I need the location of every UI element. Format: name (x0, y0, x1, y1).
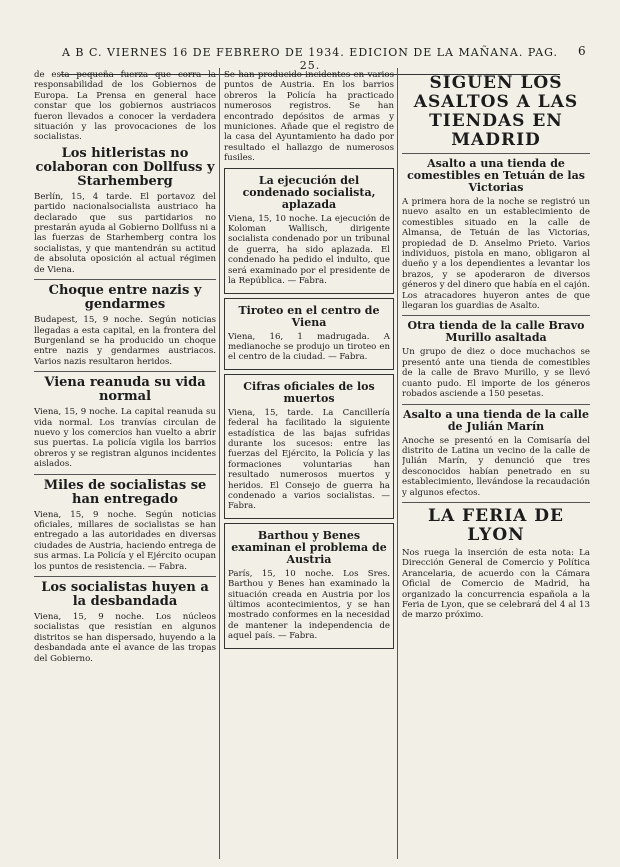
headline: Asalto a una tienda de la calle de Julián Marín (403, 407, 589, 433)
headline: Tiroteo en el centro de Viena (238, 303, 380, 329)
article-text: Viena, 15, 9 noche. La capital reanuda su vida normal. Los tranvías circulan de nuevo y los comercios han vuelto a abrir sus puertas. La policía vigila los barrios obreros y se registran algunos incidentes aislados. (34, 407, 216, 470)
divider (34, 279, 216, 280)
headline: Miles de socialistas se han entregado (43, 477, 207, 507)
divider (34, 371, 216, 372)
divider (402, 502, 590, 503)
article-text: Un grupo de diez o doce muchachos se presentó ante una tienda de comestibles de la calle de Bravo Murillo, y se llevó cuanto pudo. El importe de los géneros robados asciende a 150 pesetas. (402, 347, 590, 400)
article-text: Viena, 15, 10 noche. La ejecución de Koloman Wallisch, dirigente socialista condenado por un tribunal de guerra, ha sido aplazada. El condenado ha pedido el indulto, que será examinado por el presidente de la República. — Fabra. (228, 213, 390, 287)
divider (402, 315, 590, 316)
boxed-article (224, 168, 394, 294)
column-right (402, 70, 590, 859)
article-text: A primera hora de la noche se registró un nuevo asalto en un establecimiento de comestibles situado en la calle de Almansa, de Tetuán de las Victorias, propiedad de D. Anselmo Prieto. Varios individuos, pistola en mano, obligaron al dueño y a los dependientes a levantar los brazos, y se apoderaron de diversos géneros y del dinero que había en el cajón. Los atracadores huyeron antes de que llegaran los guardias de Asalto. (402, 197, 590, 312)
headline: La ejecución del condenado socialista, aplazada (242, 173, 376, 211)
boxed-article (224, 374, 394, 519)
article-text: Viena, 15, 9 noche. Los núcleos socialistas que resistían en algunos distritos se han dispersado, huyendo a la desbandada ante el avance de las tropas del Gobierno. (34, 612, 216, 664)
headline: Los hitleristas no colaboran con Dollfuss y Starhemberg (35, 145, 215, 189)
column-left (34, 70, 216, 859)
article-text: Nos ruega la inserción de esta nota: La Dirección General de Comercio y Política Arancelaria, de acuerdo con la Cámara Oficial de Comercio de Madrid, ha organizado la concurrencia española a la Feria de Lyon, que se celebrará del 4 al 13 de marzo próximo. (402, 547, 590, 621)
article-text: Se han producido incidentes en varios puntos de Austria. En los barrios obreros la Policía ha practicado numerosos registros. Se han encontrado depósitos de armas y municiones. Añade que el registro de la casa del Ayuntamiento ha dado por resultado el hallazgo de numerosos fusiles. (224, 70, 394, 164)
headline: Los socialistas huyen a la desbandada (41, 580, 209, 609)
running-head: A B C. VIERNES 16 DE FEBRERO DE 1934. EDICION DE LA MAÑANA. PAG. 25. (60, 46, 560, 75)
article-text: Viena, 16, 1 madrugada. A medianoche se produjo un tiroteo en el centro de la ciudad. — Fabra. (228, 331, 390, 363)
page-mark: 6 (578, 44, 586, 58)
divider (402, 404, 590, 405)
article-text: Berlín, 15, 4 tarde. El portavoz del partido nacionalsocialista austriaco ha declarado que sus partidarios no prestarán ayuda al Gobierno Dollfuss ni a las fuerzas de Starhemberg contra los socialistas, y que mantendrán su actitud de absoluta oposición al actual régimen de Viena. (34, 191, 216, 275)
headline: Barthou y Benes examinan el problema de Austria (231, 528, 387, 566)
article-text: Anoche se presentó en la Comisaría del distrito de Latina un vecino de la calle de Julián Marín, y denunció que tres desconocidos habían penetrado en su establecimiento, llevándose la recaudación y algunos efectos. (402, 435, 590, 498)
article-text: París, 15, 10 noche. Los Sres. Barthou y Benes han examinado la situación creada en Austria por los últimos acontecimientos, y se han mostrado conformes en la necesidad de mantener la independencia de aquel país. — Fabra. (228, 568, 390, 642)
column-rule (397, 68, 398, 859)
article-text: Viena, 15, 9 noche. Según noticias oficiales, millares de socialistas se han entregado a las autoridades en diversas ciudades de Austria, haciendo entrega de sus armas. La Policía y el Ejército ocupan los puntos de resistencia. — Fabra. (34, 509, 216, 572)
divider (402, 153, 590, 154)
article-text: de esta pequeña fuerza que corra la responsabilidad de los Gobiernos de Europa. La Prensa en general hace constar que los gobiernos austriacos fueron llevados a conocer la verdadera situación y las provocaciones de los socialistas. (34, 70, 216, 143)
article-text: Viena, 15, tarde. La Cancillería federal ha facilitado la siguiente estadística de las bajas sufridas durante los sucesos: entre las fuerzas del Ejército, la Policía y las formaciones voluntarias han resultado numerosos muertos y heridos. El Consejo de guerra ha condenado a varios socialistas. — Fabra. (228, 407, 390, 512)
divider (34, 576, 216, 577)
headline: Choque entre nazis y gendarmes (48, 283, 202, 313)
column-middle (224, 70, 394, 859)
headline: Otra tienda de la calle Bravo Murillo asaltada (407, 319, 585, 345)
column-rule (219, 68, 220, 859)
boxed-article (224, 523, 394, 649)
main-headline: SIGUEN LOS ASALTOS A LAS TIENDAS EN MADRID (413, 73, 579, 150)
headline: Viena reanuda su vida normal (44, 375, 206, 405)
headline: Cifras oficiales de los muertos (243, 379, 375, 405)
divider (34, 474, 216, 475)
headline: LA FERIA DE LYON (428, 505, 564, 545)
boxed-article (224, 298, 394, 370)
article-text: Budapest, 15, 9 noche. Según noticias llegadas a esta capital, en la frontera del Burgenland se ha producido un choque entre nazis y gendarmes austriacos. Varios nazis resultaron heridos. (34, 315, 216, 367)
headline: Asalto a una tienda de comestibles en Tetuán de las Victorias (407, 157, 585, 194)
